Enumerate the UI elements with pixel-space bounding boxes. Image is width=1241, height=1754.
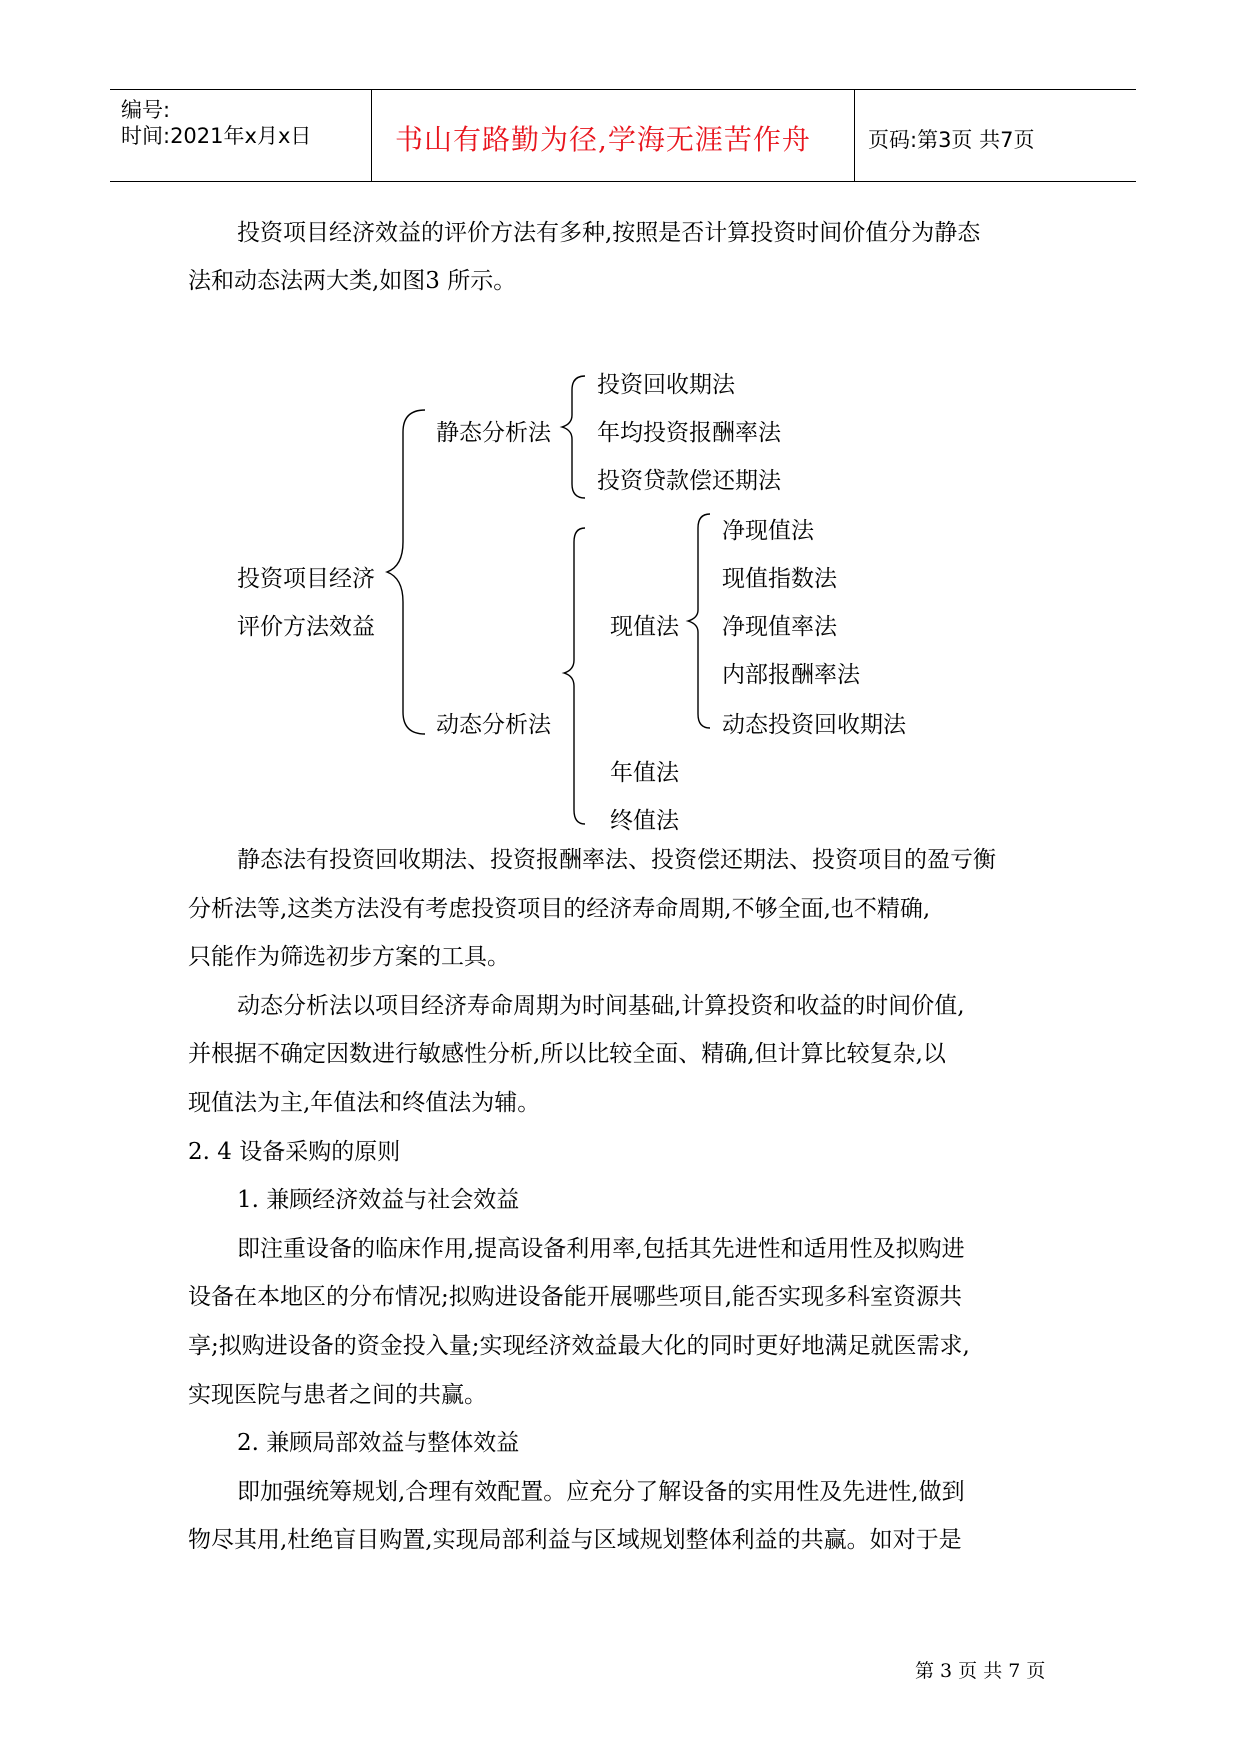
body-line: 分析法等,这类方法没有考虑投资项目的经济寿命周期,不够全面,也不精确, — [188, 895, 931, 922]
body-line: 享;拟购进设备的资金投入量;实现经济效益最大化的同时更好地满足就医需求, — [188, 1333, 970, 1359]
tree-pv-item-3: 净现值率法 — [722, 614, 837, 640]
root-brace — [387, 410, 425, 734]
intro-line-2: 法和动态法两大类,如图3 所示。 — [188, 268, 517, 294]
present-value-brace — [688, 514, 710, 728]
tree-static-item-3: 投资贷款偿还期法 — [597, 468, 781, 494]
body-line: 并根据不确定因数进行敏感性分析,所以比较全面、精确,但计算比较复杂,以 — [188, 1041, 946, 1068]
tree-static-item-2: 年均投资报酬率法 — [597, 420, 781, 446]
tree-pv-item-4: 内部报酬率法 — [722, 662, 860, 688]
tree-final-value: 终值法 — [610, 808, 679, 834]
body-line: 1. 兼顾经济效益与社会效益 — [237, 1187, 520, 1214]
tree-static-label: 静态分析法 — [436, 420, 551, 446]
intro-line-1: 投资项目经济效益的评价方法有多种,按照是否计算投资时间价值分为静态 — [237, 220, 981, 246]
tree-annual-value: 年值法 — [610, 760, 679, 786]
body-line: 现值法为主,年值法和终值法为辅。 — [188, 1090, 541, 1116]
header-page-label: 页码:第3页 共7页 — [868, 128, 1035, 152]
tree-dynamic-label: 动态分析法 — [436, 712, 551, 738]
body-line: 只能作为筛选初步方案的工具。 — [188, 944, 510, 971]
page-footer: 第 3 页 共 7 页 — [915, 1660, 1046, 1682]
tree-pv-item-1: 净现值法 — [722, 518, 814, 544]
body-line: 即注重设备的临床作用,提高设备利用率,包括其先进性和适用性及拟购进 — [237, 1235, 965, 1262]
body-line: 设备在本地区的分布情况;拟购进设备能开展哪些项目,能否实现多科室资源共 — [188, 1284, 963, 1311]
body-line: 物尽其用,杜绝盲目购置,实现局部利益与区域规划整体利益的共赢。如对于是 — [188, 1527, 962, 1554]
tree-root-line-1: 投资项目经济 — [237, 566, 375, 592]
tree-present-value-label: 现值法 — [610, 614, 679, 640]
body-line: 实现医院与患者之间的共赢。 — [188, 1381, 487, 1408]
body-line: 即加强统筹规划,合理有效配置。应充分了解设备的实用性及先进性,做到 — [237, 1478, 965, 1505]
header-time-label: 时间:2021年x月x日 — [121, 124, 312, 148]
body-line: 动态分析法以项目经济寿命周期为时间基础,计算投资和收益的时间价值, — [237, 992, 965, 1019]
tree-static-item-1: 投资回收期法 — [597, 372, 735, 398]
dynamic-brace — [564, 528, 585, 824]
tree-pv-item-5: 动态投资回收期法 — [722, 712, 906, 738]
header-motto: 书山有路勤为径,学海无涯苦作舟 — [395, 123, 811, 156]
header-number-label: 编号: — [121, 98, 171, 122]
static-brace — [562, 376, 585, 498]
tree-root-line-2: 评价方法效益 — [237, 614, 375, 640]
body-line: 静态法有投资回收期法、投资报酬率法、投资偿还期法、投资项目的盈亏衡 — [237, 847, 996, 873]
body-line: 2. 兼顾局部效益与整体效益 — [237, 1430, 520, 1457]
body-line: 2. 4 设备采购的原则 — [188, 1138, 401, 1165]
tree-pv-item-2: 现值指数法 — [722, 566, 837, 592]
